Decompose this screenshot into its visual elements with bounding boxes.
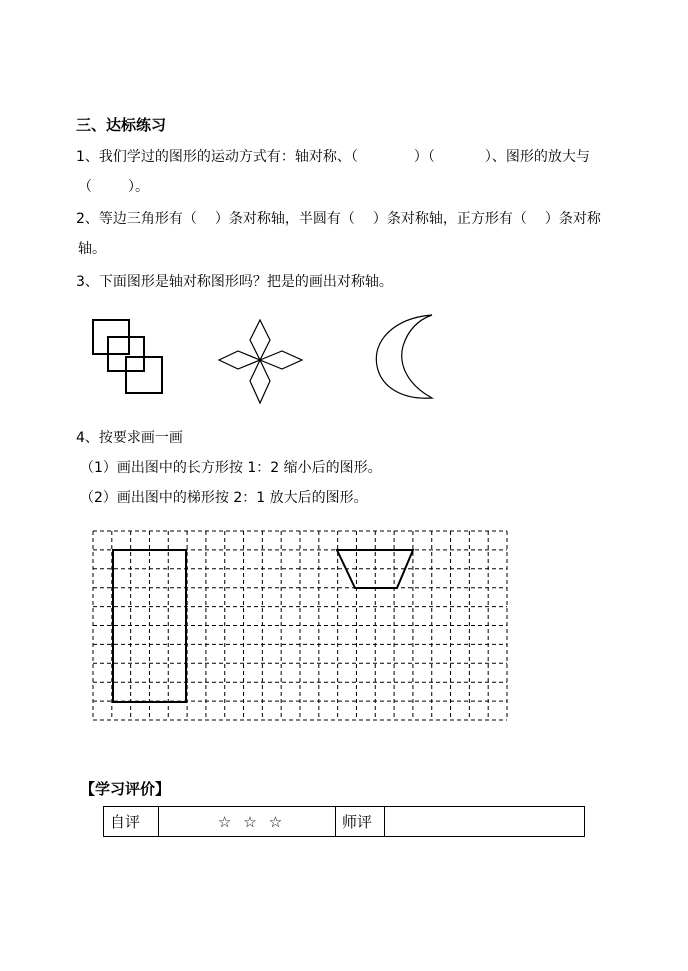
question-4-text: 4、按要求画一画 [76,430,183,446]
evaluation-title: 【学习评价】 [80,780,171,798]
star-2[interactable]: ☆ [243,812,257,831]
q1-text-b: ）（ [413,149,435,165]
question-4-sub-2: （2）画出图中的梯形按 2：1 放大后的图形。 [80,490,368,506]
q2-text-d: ）条对称 [544,211,601,227]
q1-text-c: ）、图形的放大与 [484,149,590,165]
question-2-line-2: 轴。 [78,241,106,257]
self-eval-stars [159,807,336,837]
question-4-sub-1: （1）画出图中的长方形按 1：2 缩小后的图形。 [80,460,382,476]
evaluation-table [103,806,585,837]
q2-text-b: ）条对称轴，半圆有（ [214,211,355,227]
question-3-text: 3、下面图形是轴对称图形吗？把是的画出对称轴。 [76,274,393,290]
teacher-eval-value[interactable] [385,807,585,837]
star-1[interactable]: ☆ [217,812,232,831]
q2-text-c: ）条对称轴，正方形有（ [372,211,527,227]
star-3[interactable]: ☆ [268,812,283,831]
teacher-eval-label: 师评 [336,807,385,837]
section-title: 三、达标练习 [76,116,167,134]
q1-text-e: ）。 [128,179,149,195]
q1-text-d: （ [78,179,92,195]
q2-text-a: 2、等边三角形有（ [76,211,197,227]
self-eval-label: 自评 [104,807,159,837]
q1-text-a: 1、我们学过的图形的运动方式有：轴对称、（ [76,149,358,165]
